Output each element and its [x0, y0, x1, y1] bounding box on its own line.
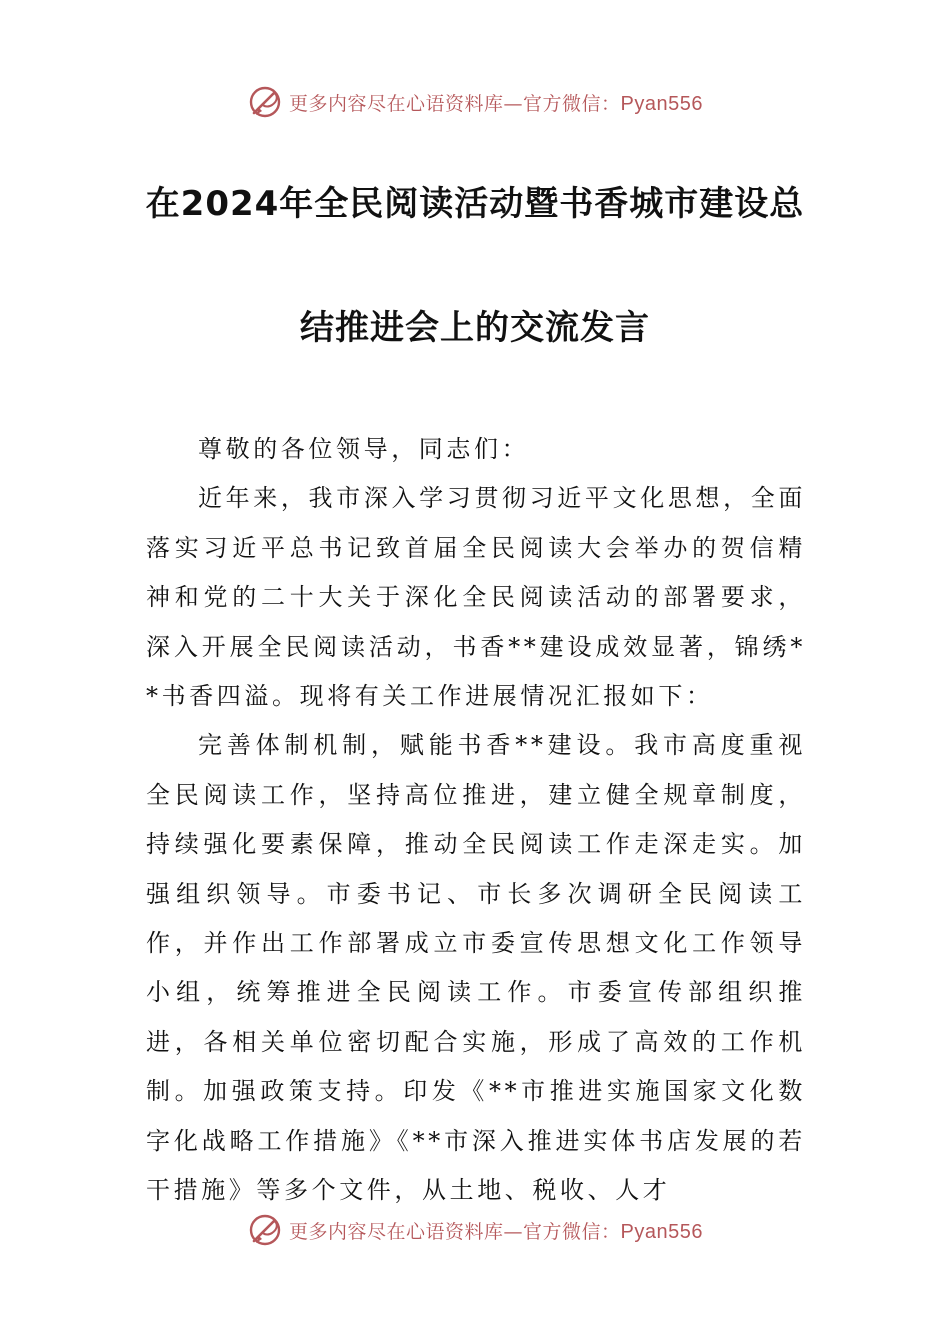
salutation: 尊敬的各位领导，同志们： — [198, 435, 530, 463]
watermark-banner-bottom — [0, 1210, 950, 1250]
watermark-text: 更多内容尽在心语资料库—官方微信：Pyan556 — [289, 92, 703, 115]
watermark-text: 更多内容尽在心语资料库—官方微信：Pyan556 — [289, 1220, 703, 1243]
wechat-id: Pyan556 — [620, 92, 703, 115]
document-title-line-1: 在2024年全民阅读活动暨书香城市建设总 — [145, 184, 805, 224]
quill-logo-icon — [247, 1212, 283, 1248]
document-title-line-2: 结推进会上的交流发言 — [300, 308, 650, 348]
paragraph-mechanism: 完善体制机制，赋能书香**建设。我市高度重视全民阅读工作，坚持高位推进，建立健全规章制度，持续强化要素保障，推动全民阅读工作走深走实。加强组织领导。市委书记、市长多次调研全民阅读工作，并作出工作部署成立市委宣传思想文化工作领导小组，统筹推进全民阅读工作。市委宣传部组织推进，各相关单位密切配合实施，形成了高效的工作机制。加强政策支持。印发《**市推进实施国家文化数字化战略工作措施》《**市深入推进实体书店发展的若干措施》等多个文件，从土地、税收、人才 — [146, 731, 806, 1205]
document-body — [146, 425, 806, 1216]
wechat-id: Pyan556 — [620, 1220, 703, 1243]
watermark-banner-top — [0, 82, 950, 122]
paragraph-intro: 近年来，我市深入学习贯彻习近平文化思想，全面落实习近平总书记致首届全民阅读大会举办的贺信精神和党的二十大关于深化全民阅读活动的部署要求，深入开展全民阅读活动，书香**建设成效显著，锦绣**书香四溢。现将有关工作进展情况汇报如下： — [146, 484, 806, 711]
quill-logo-icon — [247, 84, 283, 120]
